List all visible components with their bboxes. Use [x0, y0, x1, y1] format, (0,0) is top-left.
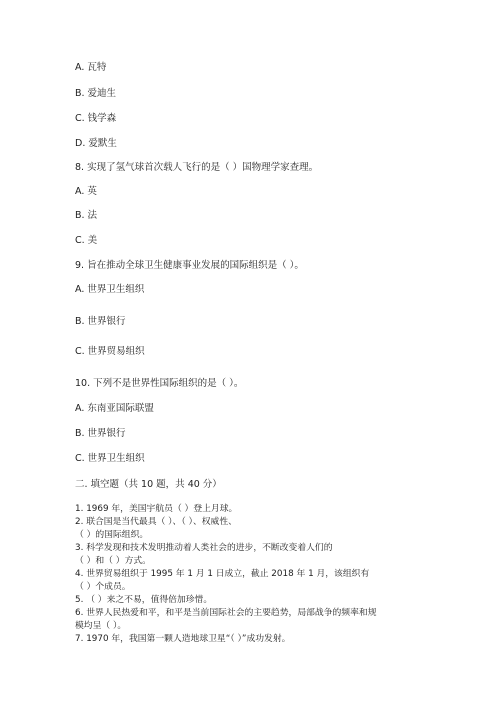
fill-line-10: 模均呈（ ）。 — [75, 621, 127, 631]
q10-option-c: C. 世界卫生组织 — [75, 453, 145, 464]
q10-stem: 10. 下列不是世界性国际组织的是（ ）。 — [75, 378, 244, 389]
q7-option-a: A. 瓦特 — [75, 62, 107, 73]
q9-option-b: B. 世界银行 — [75, 316, 126, 327]
fill-line-2: 2. 联合国是当代最具（ ）、（ ）、权威性、 — [75, 517, 237, 527]
fill-line-7: （ ）个成员。 — [75, 582, 131, 592]
q9-option-c: C. 世界贸易组织 — [75, 346, 145, 357]
fill-line-9: 6. 世界人民热爱和平，和平是当前国际社会的主要趋势，局部战争的频率和规 — [75, 608, 377, 618]
q9-option-a: A. 世界卫生组织 — [75, 284, 145, 295]
fill-line-5: （ ）和（ ）方式。 — [75, 556, 151, 566]
q8-option-b: B. 法 — [75, 210, 98, 221]
q7-option-b: B. 爱迪生 — [75, 88, 117, 99]
q9-stem: 9. 旨在推动全球卫生健康事业发展的国际组织是（ ）。 — [75, 260, 304, 271]
fill-line-3: （ ）的国际组织。 — [75, 530, 149, 540]
q8-option-a: A. 英 — [75, 186, 97, 197]
q7-option-c: C. 钱学森 — [75, 113, 117, 124]
q8-stem: 8. 实现了氢气球首次载人飞行的是（ ）国物理学家查理。 — [75, 162, 319, 173]
fill-line-1: 1. 1969 年，美国宇航员（ ）登上月球。 — [75, 504, 238, 514]
q10-option-a: A. 东南亚国际联盟 — [75, 403, 154, 414]
q7-option-d: D. 爱默生 — [75, 138, 117, 149]
fill-line-4: 3. 科学发现和技术发明推动着人类社会的进步，不断改变着人们的 — [75, 543, 333, 553]
fill-line-11: 7. 1970 年，我国第一颗人造地球卫星“（ ）”成功发射。 — [75, 634, 291, 644]
fill-line-8: 5. （ ）来之不易，值得倍加珍惜。 — [75, 595, 213, 605]
fill-line-6: 4. 世界贸易组织于 1995 年 1 月 1 日成立，截止 2018 年 1 月，该组织有 — [75, 569, 370, 579]
section-2-heading: 二. 填空题（共 10 题，共 40 分） — [75, 479, 222, 490]
q8-option-c: C. 美 — [75, 235, 98, 246]
q10-option-b: B. 世界银行 — [75, 428, 126, 439]
